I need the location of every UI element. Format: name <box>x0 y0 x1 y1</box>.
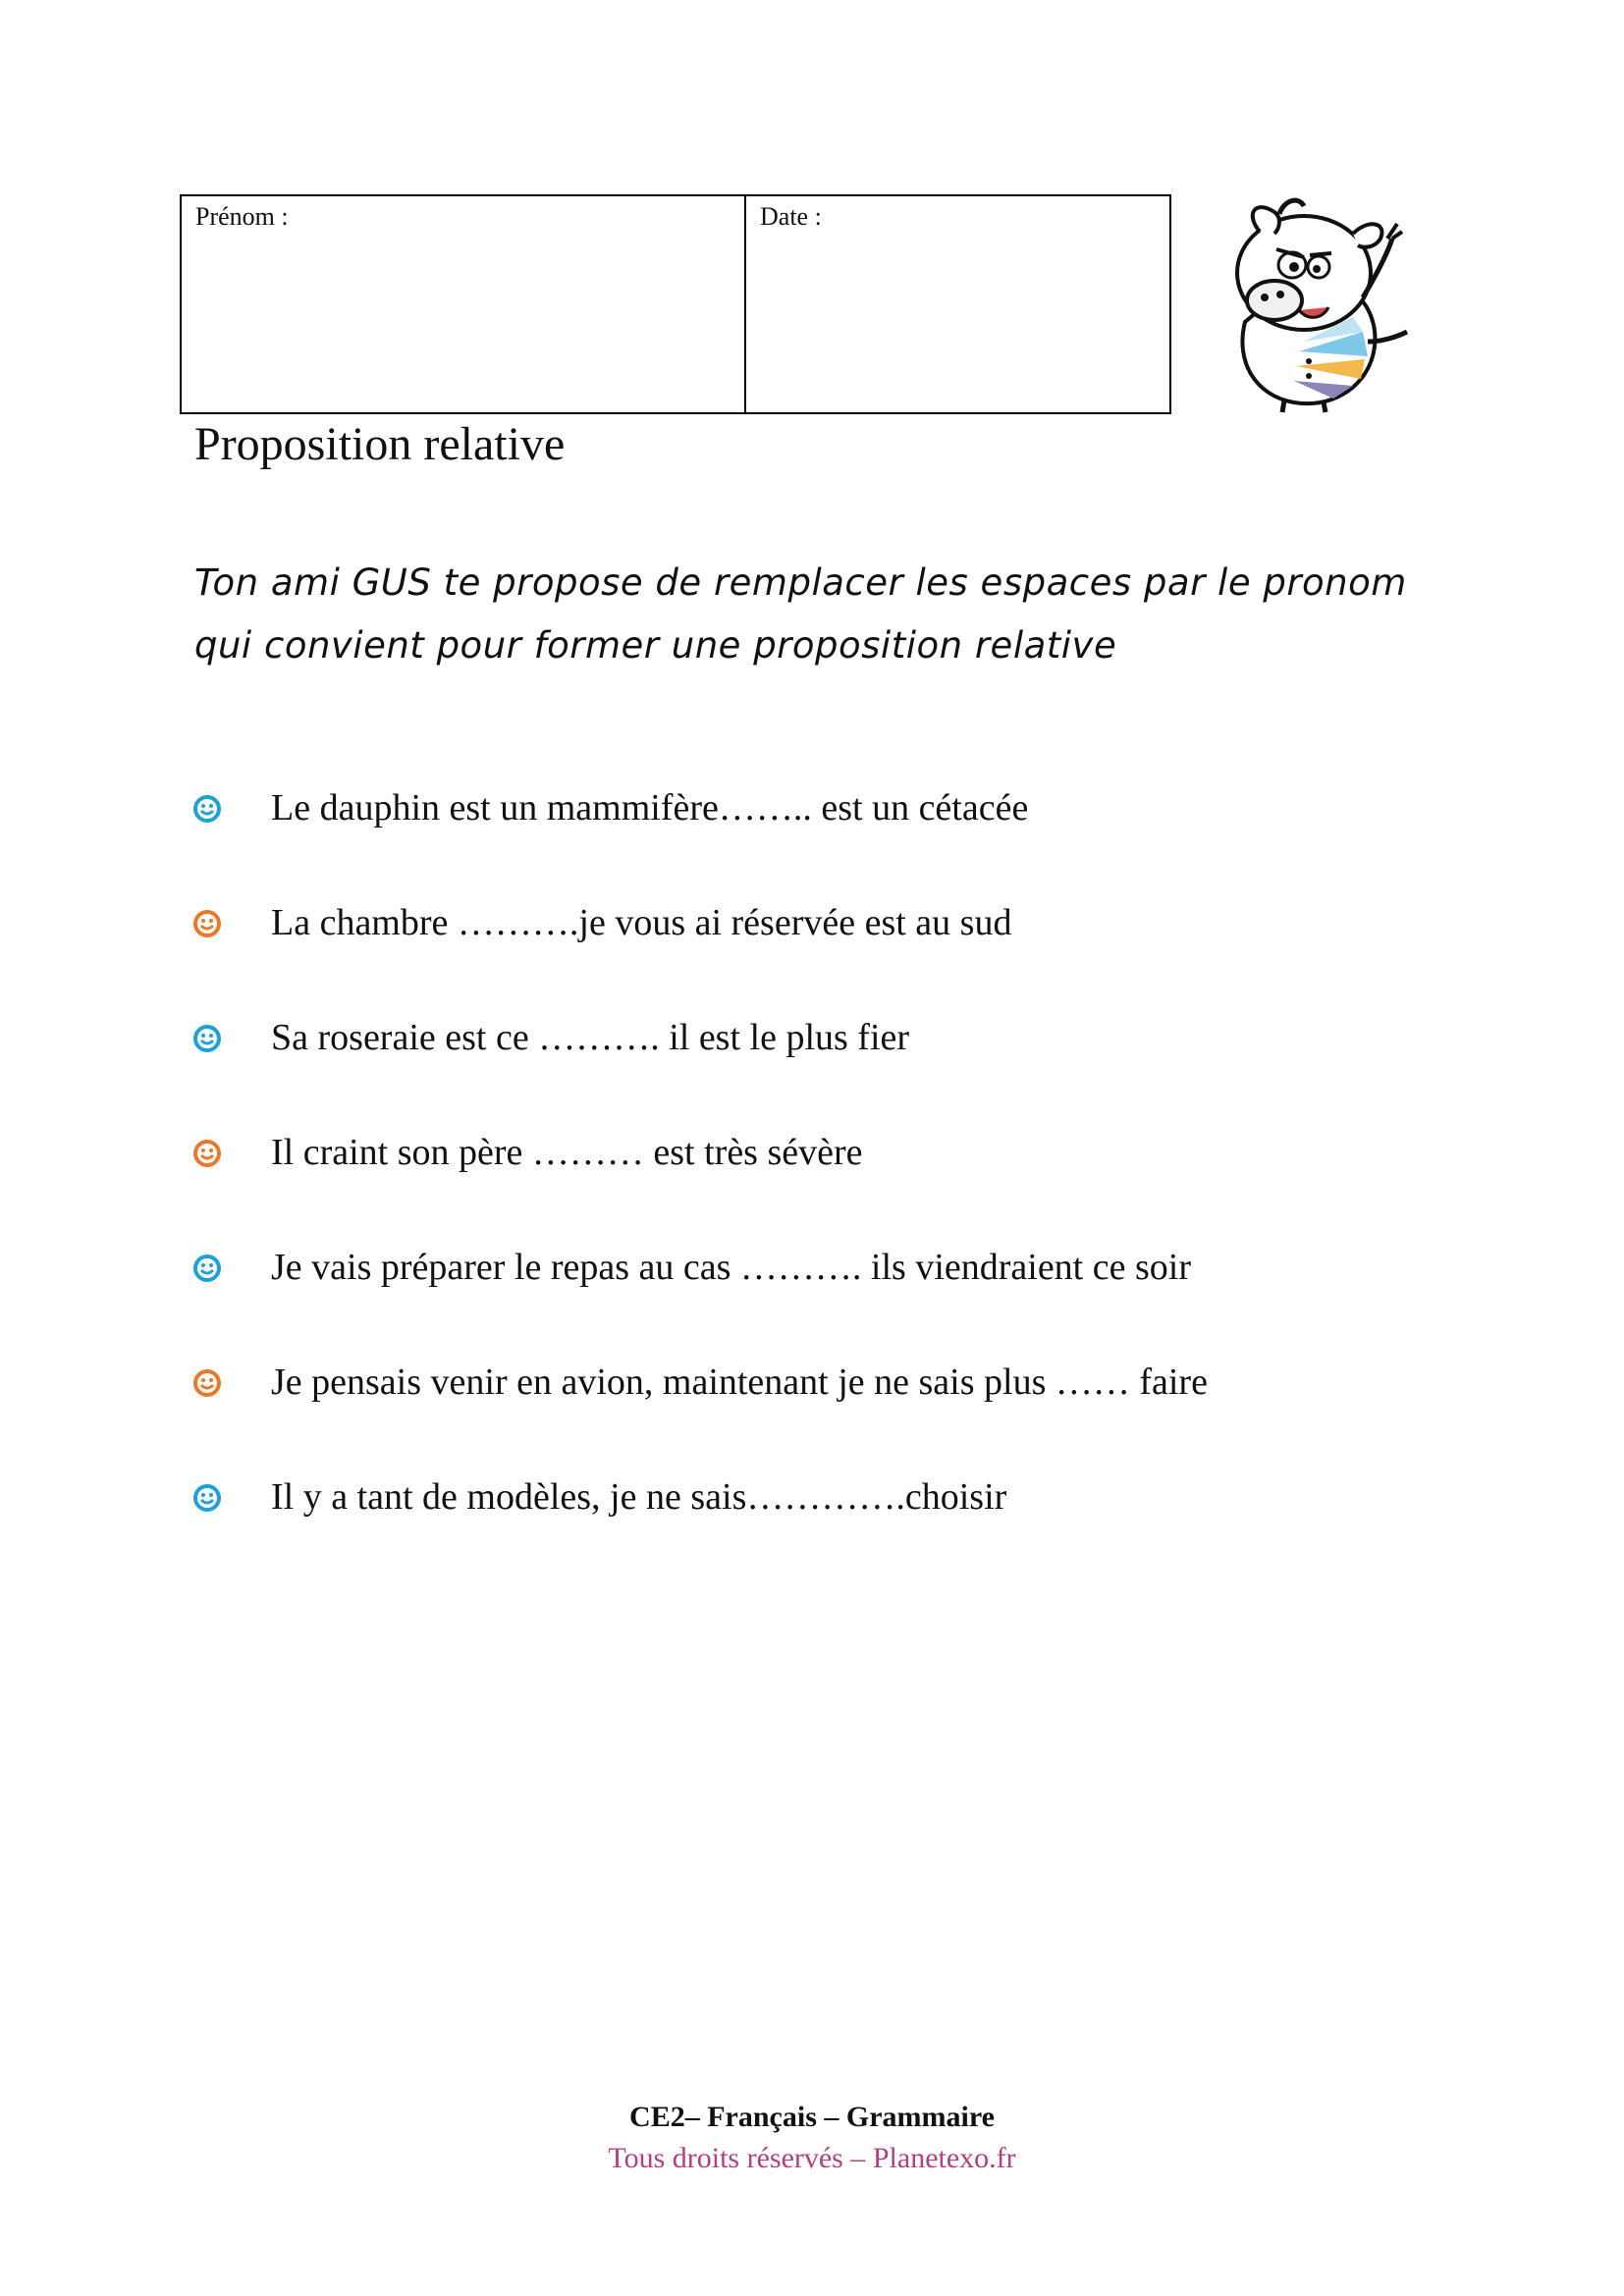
exercise-sentence: Je pensais venir en avion, maintenant je ne sais plus …… faire <box>271 1362 1208 1403</box>
exercise-item <box>192 1010 1469 1125</box>
name-label: Prénom : <box>195 202 289 231</box>
name-field[interactable] <box>182 196 746 412</box>
instructions-text: Ton ami GUS te propose de remplacer les espaces par le pronom qui convient pour former une proposition relative <box>194 561 1407 667</box>
exercise-item <box>192 780 1469 895</box>
date-field[interactable] <box>746 196 1169 412</box>
exercise-sentence: Le dauphin est un mammifère…….. est un cétacée <box>271 787 1029 828</box>
smiley-orange-icon <box>192 1139 222 1168</box>
exercise-item <box>192 1355 1469 1469</box>
smiley-blue-icon <box>192 1254 222 1283</box>
exercise-item <box>192 1240 1469 1355</box>
page-title: Proposition relative <box>194 418 566 470</box>
exercise-item <box>192 1125 1469 1240</box>
exercise-item <box>192 895 1469 1010</box>
smiley-orange-icon <box>192 1368 222 1398</box>
date-label: Date : <box>760 202 822 231</box>
smiley-blue-icon <box>192 1024 222 1053</box>
exercise-sentence: Sa roseraie est ce ………. il est le plus fier <box>271 1017 910 1058</box>
footer-rights: Tous droits réservés – Planetexo.fr <box>608 2142 1016 2174</box>
footer-subject: CE2– Français – Grammaire <box>629 2101 995 2133</box>
exercise-list <box>192 780 1469 1584</box>
smiley-orange-icon <box>192 909 222 938</box>
student-info-table <box>180 194 1171 414</box>
smiley-blue-icon <box>192 1483 222 1513</box>
exercise-sentence: Il craint son père ……… est très sévère <box>271 1132 863 1173</box>
exercise-sentence: La chambre ……….je vous ai réservée est au sud <box>271 902 1012 943</box>
gus-mascot-icon <box>1206 194 1417 415</box>
smiley-blue-icon <box>192 794 222 824</box>
exercise-sentence: Je vais préparer le repas au cas ………. ils viendraient ce soir <box>271 1247 1191 1288</box>
exercise-sentence: Il y a tant de modèles, je ne sais………….choisir <box>271 1476 1007 1518</box>
exercise-item <box>192 1469 1469 1584</box>
